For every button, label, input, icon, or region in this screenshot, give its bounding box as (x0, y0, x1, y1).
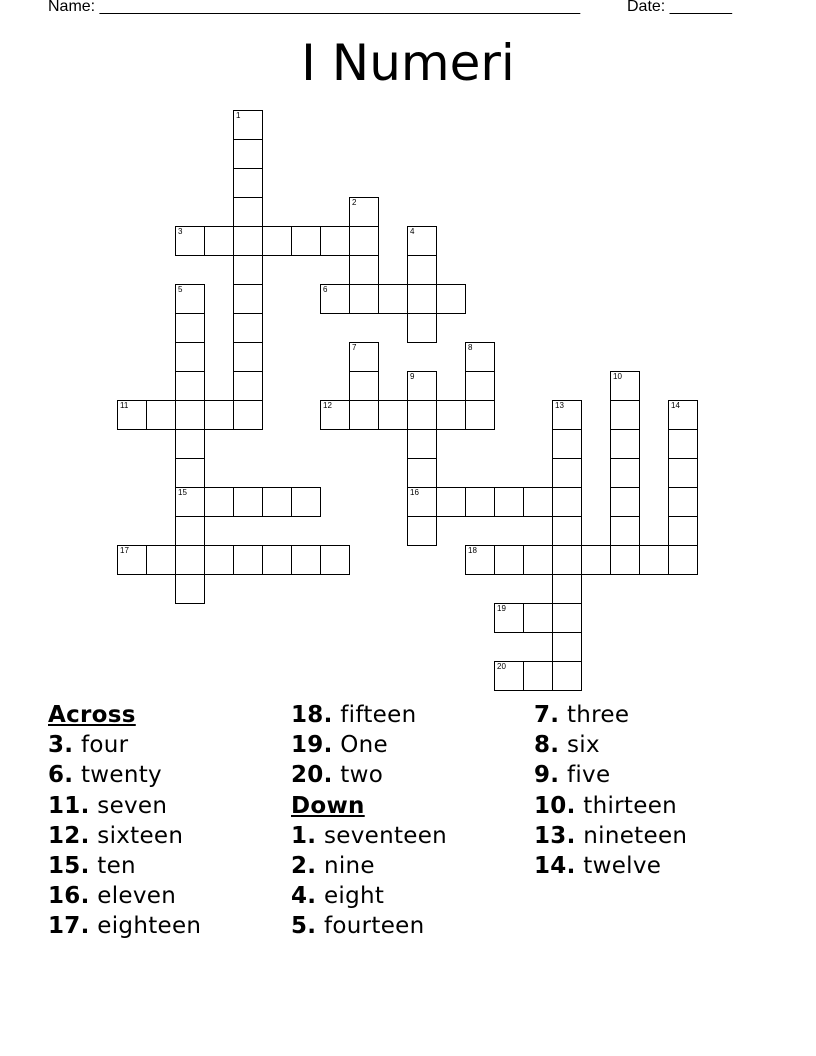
grid-cell[interactable] (146, 400, 176, 430)
grid-cell[interactable] (552, 661, 582, 691)
grid-cell[interactable] (204, 226, 234, 256)
grid-cell[interactable] (175, 429, 205, 459)
grid-cell[interactable] (320, 226, 350, 256)
grid-cell[interactable] (233, 487, 263, 517)
grid-cell[interactable] (146, 545, 176, 575)
grid-cell[interactable] (233, 284, 263, 314)
grid-cell[interactable] (233, 226, 263, 256)
cell-number: 9 (410, 372, 415, 381)
cell-number: 7 (352, 343, 357, 352)
clue-down-14: 14. twelve (534, 853, 662, 880)
grid-cell[interactable] (233, 313, 263, 343)
grid-cell[interactable] (581, 545, 611, 575)
cell-number: 18 (468, 546, 477, 555)
grid-cell[interactable] (349, 255, 379, 285)
grid-cell[interactable] (465, 545, 495, 575)
grid-cell[interactable] (291, 487, 321, 517)
grid-cell[interactable] (349, 342, 379, 372)
grid-cell[interactable] (233, 342, 263, 372)
grid-cell[interactable] (552, 516, 582, 546)
grid-cell[interactable] (436, 400, 466, 430)
grid-cell[interactable] (494, 603, 524, 633)
grid-cell[interactable] (349, 197, 379, 227)
grid-cell[interactable] (668, 429, 698, 459)
grid-cell[interactable] (436, 284, 466, 314)
grid-cell[interactable] (233, 400, 263, 430)
grid-cell[interactable] (668, 487, 698, 517)
grid-cell[interactable] (610, 371, 640, 401)
grid-cell[interactable] (494, 487, 524, 517)
cell-number: 11 (120, 401, 129, 410)
cell-number: 3 (178, 227, 183, 236)
grid-cell[interactable] (407, 516, 437, 546)
clue-down-2: 2. nine (291, 853, 375, 880)
grid-cell[interactable] (668, 516, 698, 546)
grid-cell[interactable] (349, 226, 379, 256)
grid-cell[interactable] (233, 255, 263, 285)
grid-cell[interactable] (668, 400, 698, 430)
grid-cell[interactable] (523, 487, 553, 517)
grid-cell[interactable] (349, 284, 379, 314)
grid-cell[interactable] (262, 226, 292, 256)
grid-cell[interactable] (117, 545, 147, 575)
grid-cell[interactable] (320, 545, 350, 575)
grid-cell[interactable] (552, 632, 582, 662)
grid-cell[interactable] (668, 545, 698, 575)
grid-cell[interactable] (291, 545, 321, 575)
grid-cell[interactable] (610, 458, 640, 488)
grid-cell[interactable] (262, 545, 292, 575)
grid-cell[interactable] (552, 429, 582, 459)
grid-cell[interactable] (668, 458, 698, 488)
grid-cell[interactable] (175, 313, 205, 343)
cell-number: 14 (671, 401, 680, 410)
clue-down-5: 5. fourteen (291, 913, 425, 940)
date-field-line[interactable]: Date: _______ (627, 0, 732, 15)
clue-down-13: 13. nineteen (534, 822, 688, 849)
clue-across-16: 16. eleven (48, 883, 177, 910)
grid-cell[interactable] (291, 226, 321, 256)
grid-cell[interactable] (233, 168, 263, 198)
cell-number: 2 (352, 198, 357, 207)
grid-cell[interactable] (465, 487, 495, 517)
grid-cell[interactable] (349, 400, 379, 430)
grid-cell[interactable] (233, 197, 263, 227)
clues-column-1 (48, 700, 201, 942)
grid-cell[interactable] (407, 458, 437, 488)
name-field-line[interactable]: Name: ______________________________________________________ (48, 0, 581, 15)
cell-number: 8 (468, 343, 473, 352)
grid-cell[interactable] (175, 574, 205, 604)
cell-number: 12 (323, 401, 332, 410)
grid-cell[interactable] (610, 400, 640, 430)
cell-number: 15 (178, 488, 187, 497)
grid-cell[interactable] (552, 487, 582, 517)
cell-number: 10 (613, 372, 622, 381)
grid-cell[interactable] (407, 487, 437, 517)
cell-number: 1 (236, 111, 241, 120)
grid-cell[interactable] (175, 458, 205, 488)
grid-cell[interactable] (552, 400, 582, 430)
clues-column-2 (291, 700, 447, 942)
grid-cell[interactable] (465, 342, 495, 372)
grid-cell[interactable] (378, 284, 408, 314)
cell-number: 17 (120, 546, 129, 555)
grid-cell[interactable] (175, 400, 205, 430)
cell-number: 20 (497, 662, 506, 671)
clue-across-11: 11. seven (48, 792, 168, 819)
grid-cell[interactable] (175, 545, 205, 575)
grid-cell[interactable] (175, 516, 205, 546)
grid-cell[interactable] (610, 545, 640, 575)
clues-column-3 (534, 700, 687, 881)
page-title: I Numeri (301, 34, 515, 92)
grid-cell[interactable] (436, 487, 466, 517)
across-heading: Across (48, 702, 136, 728)
clue-across-18: 18. fifteen (291, 702, 417, 728)
grid-cell[interactable] (407, 429, 437, 459)
grid-cell[interactable] (175, 226, 205, 256)
grid-cell[interactable] (233, 110, 263, 140)
clue-down-10: 10. thirteen (534, 792, 678, 819)
grid-cell[interactable] (204, 545, 234, 575)
clue-across-20: 20. two (291, 762, 384, 789)
grid-cell[interactable] (233, 371, 263, 401)
grid-cell[interactable] (320, 284, 350, 314)
down-heading: Down (291, 792, 365, 819)
grid-cell[interactable] (552, 603, 582, 633)
grid-cell[interactable] (204, 400, 234, 430)
grid-cell[interactable] (407, 226, 437, 256)
clue-across-3: 3. four (48, 732, 129, 759)
clue-down-4: 4. eight (291, 883, 385, 910)
grid-cell[interactable] (262, 487, 292, 517)
grid-cell[interactable] (639, 545, 669, 575)
grid-cell[interactable] (407, 400, 437, 430)
grid-cell[interactable] (465, 371, 495, 401)
grid-cell[interactable] (378, 400, 408, 430)
grid-cell[interactable] (552, 458, 582, 488)
grid-cell[interactable] (552, 574, 582, 604)
grid-cell[interactable] (465, 400, 495, 430)
grid-cell[interactable] (494, 545, 524, 575)
grid-cell[interactable] (233, 545, 263, 575)
grid-cell[interactable] (175, 342, 205, 372)
grid-cell[interactable] (204, 487, 234, 517)
grid-cell[interactable] (233, 139, 263, 169)
cell-number: 5 (178, 285, 183, 294)
grid-cell[interactable] (320, 400, 350, 430)
grid-cell[interactable] (610, 487, 640, 517)
cell-number: 4 (410, 227, 415, 236)
clue-down-9: 9. five (534, 762, 611, 789)
grid-cell[interactable] (523, 603, 553, 633)
clue-across-17: 17. eighteen (48, 913, 202, 940)
clue-down-7: 7. three (534, 702, 630, 728)
grid-cell[interactable] (117, 400, 147, 430)
grid-cell[interactable] (407, 371, 437, 401)
grid-cell[interactable] (523, 661, 553, 691)
grid-cell[interactable] (610, 516, 640, 546)
grid-cell[interactable] (175, 487, 205, 517)
grid-cell[interactable] (494, 661, 524, 691)
clue-across-19: 19. One (291, 732, 389, 759)
clue-across-12: 12. sixteen (48, 822, 184, 849)
grid-cell[interactable] (552, 545, 582, 575)
clue-across-6: 6. twenty (48, 762, 162, 789)
cell-number: 19 (497, 604, 506, 613)
grid-cell[interactable] (407, 255, 437, 285)
grid-cell[interactable] (175, 284, 205, 314)
grid-cell[interactable] (175, 371, 205, 401)
cell-number: 13 (555, 401, 564, 410)
grid-cell[interactable] (407, 313, 437, 343)
clue-across-15: 15. ten (48, 853, 136, 880)
clue-down-8: 8. six (534, 732, 600, 759)
grid-cell[interactable] (407, 284, 437, 314)
cell-number: 6 (323, 285, 328, 294)
grid-cell[interactable] (523, 545, 553, 575)
clue-down-1: 1. seventeen (291, 822, 448, 849)
grid-cell[interactable] (349, 371, 379, 401)
cell-number: 16 (410, 488, 419, 497)
grid-cell[interactable] (610, 429, 640, 459)
